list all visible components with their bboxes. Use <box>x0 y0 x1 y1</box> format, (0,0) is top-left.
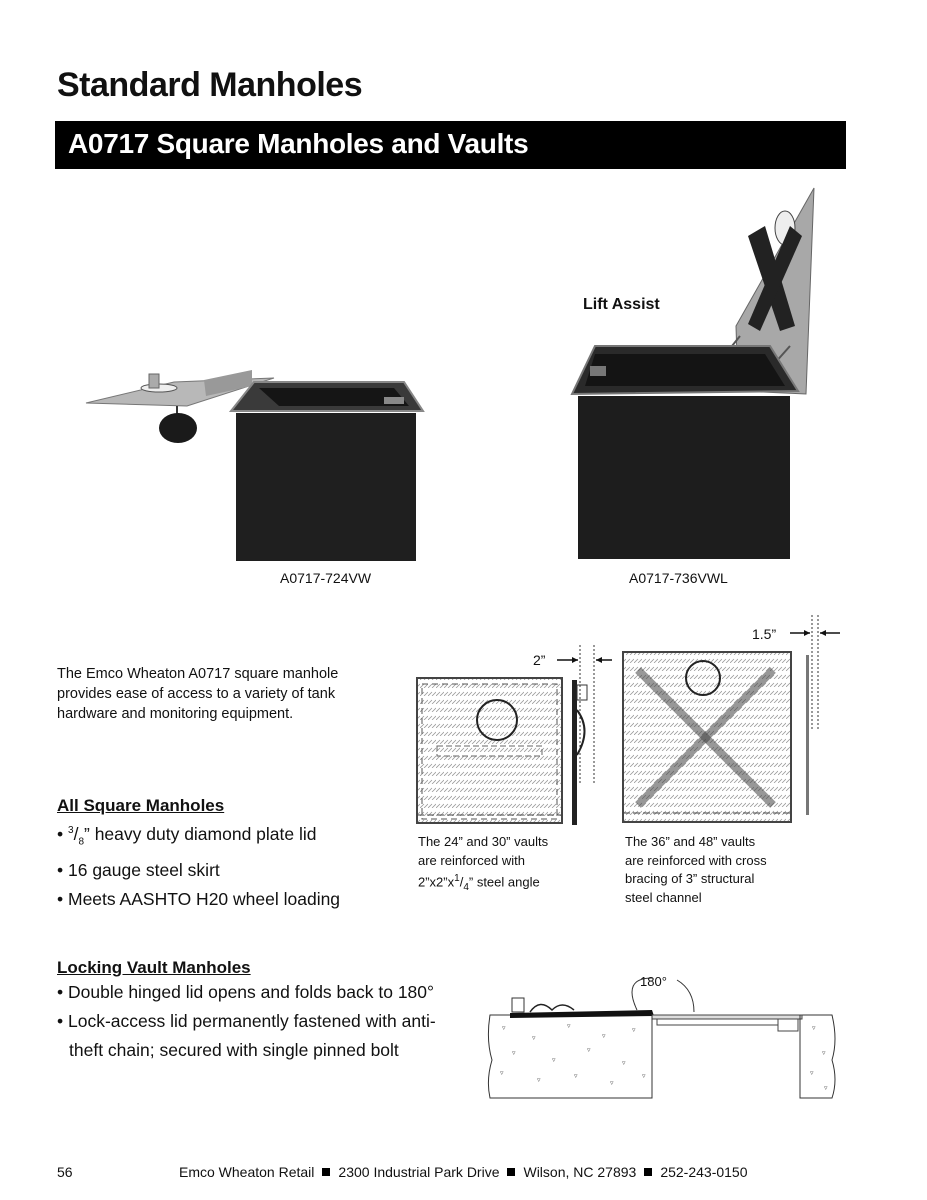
hinge-180-diagram <box>482 970 842 1100</box>
svg-text:▿: ▿ <box>500 1070 504 1077</box>
svg-text:▿: ▿ <box>587 1047 591 1054</box>
angle-label-180: 180° <box>640 974 667 989</box>
diagram-24-30-vault <box>412 640 622 830</box>
page-number: 56 <box>57 1164 73 1180</box>
feature-item: • 16 gauge steel skirt <box>57 856 397 885</box>
separator-square-icon <box>507 1168 515 1176</box>
svg-text:▿: ▿ <box>824 1085 828 1092</box>
photo-caption-724vw: A0717-724VW <box>280 570 372 586</box>
feature-list <box>57 816 397 914</box>
separator-square-icon <box>322 1168 330 1176</box>
feature-item: • Double hinged lid opens and folds back to 180° <box>57 978 447 1007</box>
section-header-bar <box>55 121 846 169</box>
frame-rail <box>652 1015 802 1019</box>
feature-item: • $^3/_8$” heavy duty diamond plate lid <box>57 816 397 856</box>
svg-text:▿: ▿ <box>622 1060 626 1067</box>
svg-text:▿: ▿ <box>812 1025 816 1032</box>
separator-square-icon <box>644 1168 652 1176</box>
caption-line: are reinforced with <box>418 852 525 868</box>
section-title: A0717 Square Manholes and Vaults <box>68 128 529 159</box>
manhole-photo-736vwl <box>570 186 815 561</box>
photo-caption-736vwl: A0717-736VWL <box>629 570 728 586</box>
svg-text:▿: ▿ <box>574 1073 578 1080</box>
feature-list <box>57 978 447 1065</box>
feature-item: • Meets AASHTO H20 wheel loading <box>57 885 397 914</box>
svg-text:▿: ▿ <box>567 1023 571 1030</box>
caption-line: bracing of 3” structural <box>625 871 755 886</box>
svg-text:▿: ▿ <box>642 1073 646 1080</box>
fraction-num: 3 <box>68 825 74 836</box>
svg-text:▿: ▿ <box>537 1077 541 1084</box>
footer-phone: 252-243-0150 <box>660 1164 748 1180</box>
locking-vault-manholes-section <box>57 958 447 1065</box>
svg-text:▿: ▿ <box>822 1050 826 1057</box>
footer-address: 2300 Industrial Park Drive <box>338 1164 500 1180</box>
caption-line: are reinforced with cross <box>625 852 767 868</box>
svg-text:▿: ▿ <box>552 1057 556 1064</box>
svg-text:▿: ▿ <box>810 1070 814 1077</box>
page-title: Standard Manholes <box>57 66 363 104</box>
all-square-manholes-section <box>57 796 397 914</box>
fraction-den: 4 <box>463 881 469 893</box>
svg-text:▿: ▿ <box>610 1080 614 1087</box>
feature-item: • Lock-access lid permanently fastened with anti-theft chain; secured with single pinned bolt <box>57 1007 447 1065</box>
svg-text:▿: ▿ <box>602 1033 606 1040</box>
vault-skirt <box>236 413 416 561</box>
diagram-36-48-vault <box>618 615 848 825</box>
diamond-plate-lid <box>417 678 562 823</box>
feature-heading: All Square Manholes <box>57 796 225 815</box>
dimension-label-1-5in: 1.5” <box>752 626 777 642</box>
lock-access-lid-chain-plug <box>159 413 197 443</box>
svg-text:▿: ▿ <box>632 1027 636 1034</box>
fraction-num: 1 <box>454 873 460 884</box>
feature-text: ” heavy duty diamond plate lid <box>84 823 317 844</box>
caption-text: ” steel angle <box>468 874 540 890</box>
intro-paragraph: The Emco Wheaton A0717 square manhole provides ease of access to a variety of tank hardware and monitoring equipment. <box>57 666 339 722</box>
lift-assist-callout: Lift Assist <box>583 296 660 313</box>
footer-company: Emco Wheaton Retail <box>179 1164 315 1180</box>
manhole-photo-724vw <box>84 368 429 563</box>
footer-contact <box>179 1164 748 1180</box>
caption-line: The 36” and 48” vaults <box>625 834 756 849</box>
caption-line: steel channel <box>625 889 702 905</box>
svg-text:▿: ▿ <box>532 1035 536 1042</box>
diagram-caption-36-48 <box>625 833 767 907</box>
caption-line: The 24” and 30” vaults <box>418 834 549 849</box>
fraction-slash: / <box>459 874 464 890</box>
footer-city: Wilson, NC 27893 <box>523 1164 637 1180</box>
feature-heading: Locking Vault Manholes <box>57 958 251 977</box>
caption-text: 2”x2”x <box>418 874 455 890</box>
fraction-den: 8 <box>78 836 84 848</box>
svg-text:▿: ▿ <box>512 1050 516 1057</box>
caption-line <box>418 870 548 897</box>
vault-skirt <box>578 396 790 559</box>
svg-text:▿: ▿ <box>502 1025 506 1032</box>
dimension-label-2in: 2” <box>533 652 546 668</box>
diagram-caption-24-30 <box>418 833 548 897</box>
